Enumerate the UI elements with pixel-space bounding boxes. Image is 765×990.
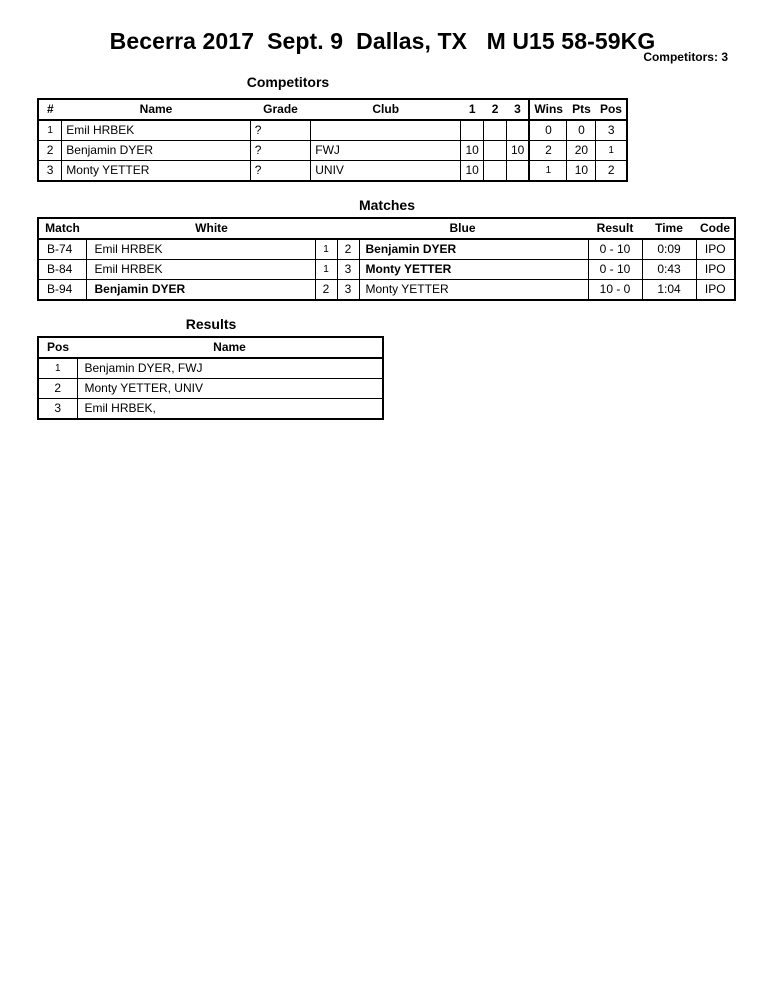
col-grade: Grade — [263, 102, 298, 116]
col-r1: 1 — [468, 102, 476, 116]
result-pos: 2 — [38, 379, 77, 399]
competitor-pos: 1 — [596, 141, 627, 161]
matches-header-row — [38, 218, 735, 239]
col-pos: Pos — [46, 340, 69, 354]
white-num: 1 — [315, 239, 337, 260]
col-result: Result — [596, 221, 634, 235]
competitor-num: 2 — [38, 141, 62, 161]
score-r3: 10 — [506, 141, 529, 161]
result-name: Monty YETTER, UNIV — [77, 379, 383, 399]
match-time: 0:09 — [642, 239, 696, 260]
table-row — [38, 141, 627, 161]
competitor-grade: ? — [250, 161, 311, 182]
table-row — [38, 161, 627, 182]
competitors-header-row — [38, 99, 627, 120]
competitor-pts: 20 — [567, 141, 596, 161]
result-name: Benjamin DYER, FWJ — [77, 358, 383, 379]
blue-name: Benjamin DYER — [359, 239, 588, 260]
result-name: Emil HRBEK, — [77, 399, 383, 420]
results-heading: Results — [185, 316, 237, 332]
competitor-grade: ? — [250, 141, 311, 161]
col-r3: 3 — [514, 102, 521, 116]
match-result: 0 - 10 — [588, 260, 642, 280]
competitor-name: Monty YETTER — [62, 161, 250, 182]
score-r2 — [484, 120, 507, 141]
results-table — [37, 336, 384, 420]
result-pos: 3 — [38, 399, 77, 420]
col-name: Name — [213, 340, 246, 354]
competitor-club: UNIV — [311, 161, 461, 182]
match-code: IPO — [696, 239, 735, 260]
score-r2 — [484, 161, 507, 182]
score-r2 — [484, 141, 507, 161]
white-name: Emil HRBEK — [86, 260, 315, 280]
page-title: Becerra 2017 Sept. 9 Dallas, TX M U15 58-59KG — [109, 28, 656, 54]
col-name: Name — [139, 102, 173, 116]
table-row — [38, 239, 735, 260]
matches-table — [37, 217, 736, 301]
competitor-wins: 1 — [529, 161, 567, 182]
score-r1: 10 — [461, 141, 484, 161]
blue-num: 2 — [337, 239, 359, 260]
match-result: 0 - 10 — [588, 239, 642, 260]
table-row — [38, 358, 383, 379]
score-r3 — [506, 161, 529, 182]
col-r2: 2 — [491, 102, 499, 116]
match-id: B-84 — [38, 260, 86, 280]
competitor-club — [311, 120, 461, 141]
score-r1: 10 — [461, 161, 484, 182]
table-row — [38, 379, 383, 399]
col-num: # — [47, 102, 54, 116]
col-code: Code — [700, 221, 730, 235]
blue-name: Monty YETTER — [359, 260, 588, 280]
match-time: 0:43 — [642, 260, 696, 280]
blue-num: 3 — [337, 260, 359, 280]
score-r3 — [506, 120, 529, 141]
matches-heading: Matches — [358, 197, 416, 213]
col-club: Club — [372, 102, 400, 116]
competitors-table — [37, 98, 628, 182]
col-wins: Wins — [529, 99, 567, 120]
col-match: Match — [45, 221, 80, 235]
competitor-num: 3 — [38, 161, 62, 182]
white-name: Emil HRBEK — [86, 239, 315, 260]
competitor-pts: 0 — [567, 120, 596, 141]
result-pos: 1 — [38, 358, 77, 379]
match-time: 1:04 — [642, 280, 696, 301]
table-row — [38, 399, 383, 420]
competitor-pts: 10 — [567, 161, 596, 182]
blue-num: 3 — [337, 280, 359, 301]
col-blue: Blue — [449, 221, 476, 235]
white-num: 1 — [315, 260, 337, 280]
match-result: 10 - 0 — [588, 280, 642, 301]
competitor-name: Emil HRBEK — [62, 120, 250, 141]
col-white: White — [195, 221, 228, 235]
match-code: IPO — [696, 280, 735, 301]
col-pos: Pos — [599, 102, 622, 116]
white-num: 2 — [315, 280, 337, 301]
competitor-name: Benjamin DYER — [62, 141, 250, 161]
score-r1 — [461, 120, 484, 141]
competitors-count: Competitors: 3 — [643, 50, 728, 64]
blue-name: Monty YETTER — [359, 280, 588, 301]
competitor-pos: 3 — [596, 120, 627, 141]
match-id: B-74 — [38, 239, 86, 260]
match-id: B-94 — [38, 280, 86, 301]
white-name: Benjamin DYER — [86, 280, 315, 301]
competitor-num: 1 — [38, 120, 62, 141]
competitor-grade: ? — [250, 120, 311, 141]
competitor-wins: 0 — [529, 120, 567, 141]
competitor-wins: 2 — [529, 141, 567, 161]
table-row — [38, 260, 735, 280]
competitor-club: FWJ — [311, 141, 461, 161]
match-code: IPO — [696, 260, 735, 280]
results-header-row — [38, 337, 383, 358]
col-pts: Pts — [572, 102, 591, 116]
table-row — [38, 120, 627, 141]
col-time: Time — [655, 221, 683, 235]
competitors-heading: Competitors — [246, 74, 330, 90]
competitor-pos: 2 — [596, 161, 627, 182]
table-row — [38, 280, 735, 301]
